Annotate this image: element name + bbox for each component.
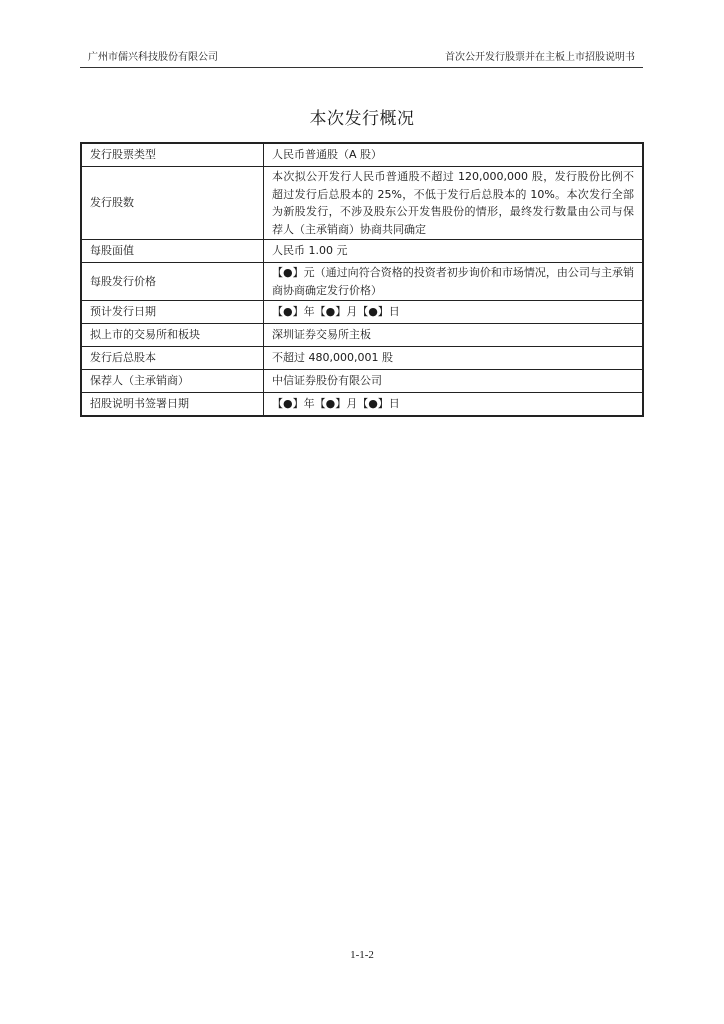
row-value: 【●】年【●】月【●】日 [264,393,644,417]
row-label: 发行股票类型 [81,143,264,167]
table-row [81,393,643,417]
table-row [81,301,643,324]
page-title: 本次发行概况 [309,109,415,130]
row-value: 本次拟公开发行人民币普通股不超过 120,000,000 股，发行股份比例不超过发行后总股本的 25%，不低于发行后总股本的 10%。本次发行全部为新股发行，不涉及股东公开发售股份的情形，最终发行数量由公司与保荐人（主承销商）协商共同确定 [264,167,644,240]
table-row [81,324,643,347]
row-label: 发行股数 [81,167,264,240]
row-value: 人民币普通股（A 股） [264,143,644,167]
row-value: 不超过 480,000,001 股 [264,347,644,370]
row-label: 保荐人（主承销商） [81,370,264,393]
row-label: 招股说明书签署日期 [81,393,264,417]
row-value: 中信证券股份有限公司 [264,370,644,393]
table-row [81,167,643,240]
table-row [81,240,643,263]
page-number: 1-1-2 [350,949,374,961]
row-label: 每股发行价格 [81,263,264,301]
row-value: 【●】年【●】月【●】日 [264,301,644,324]
company-name: 广州市儒兴科技股份有限公司 [88,52,218,63]
table-row [81,143,643,167]
row-value: 深圳证券交易所主板 [264,324,644,347]
offering-overview-table [80,142,644,417]
row-label: 每股面值 [81,240,264,263]
row-value: 人民币 1.00 元 [264,240,644,263]
row-label: 发行后总股本 [81,347,264,370]
table-row [81,263,643,301]
table-row [81,347,643,370]
page-header [80,51,643,68]
row-value: 【●】元（通过向符合资格的投资者初步询价和市场情况，由公司与主承销商协商确定发行价格） [264,263,644,301]
row-label: 预计发行日期 [81,301,264,324]
document-name: 首次公开发行股票并在主板上市招股说明书 [445,52,635,63]
row-label: 拟上市的交易所和板块 [81,324,264,347]
table-row [81,370,643,393]
